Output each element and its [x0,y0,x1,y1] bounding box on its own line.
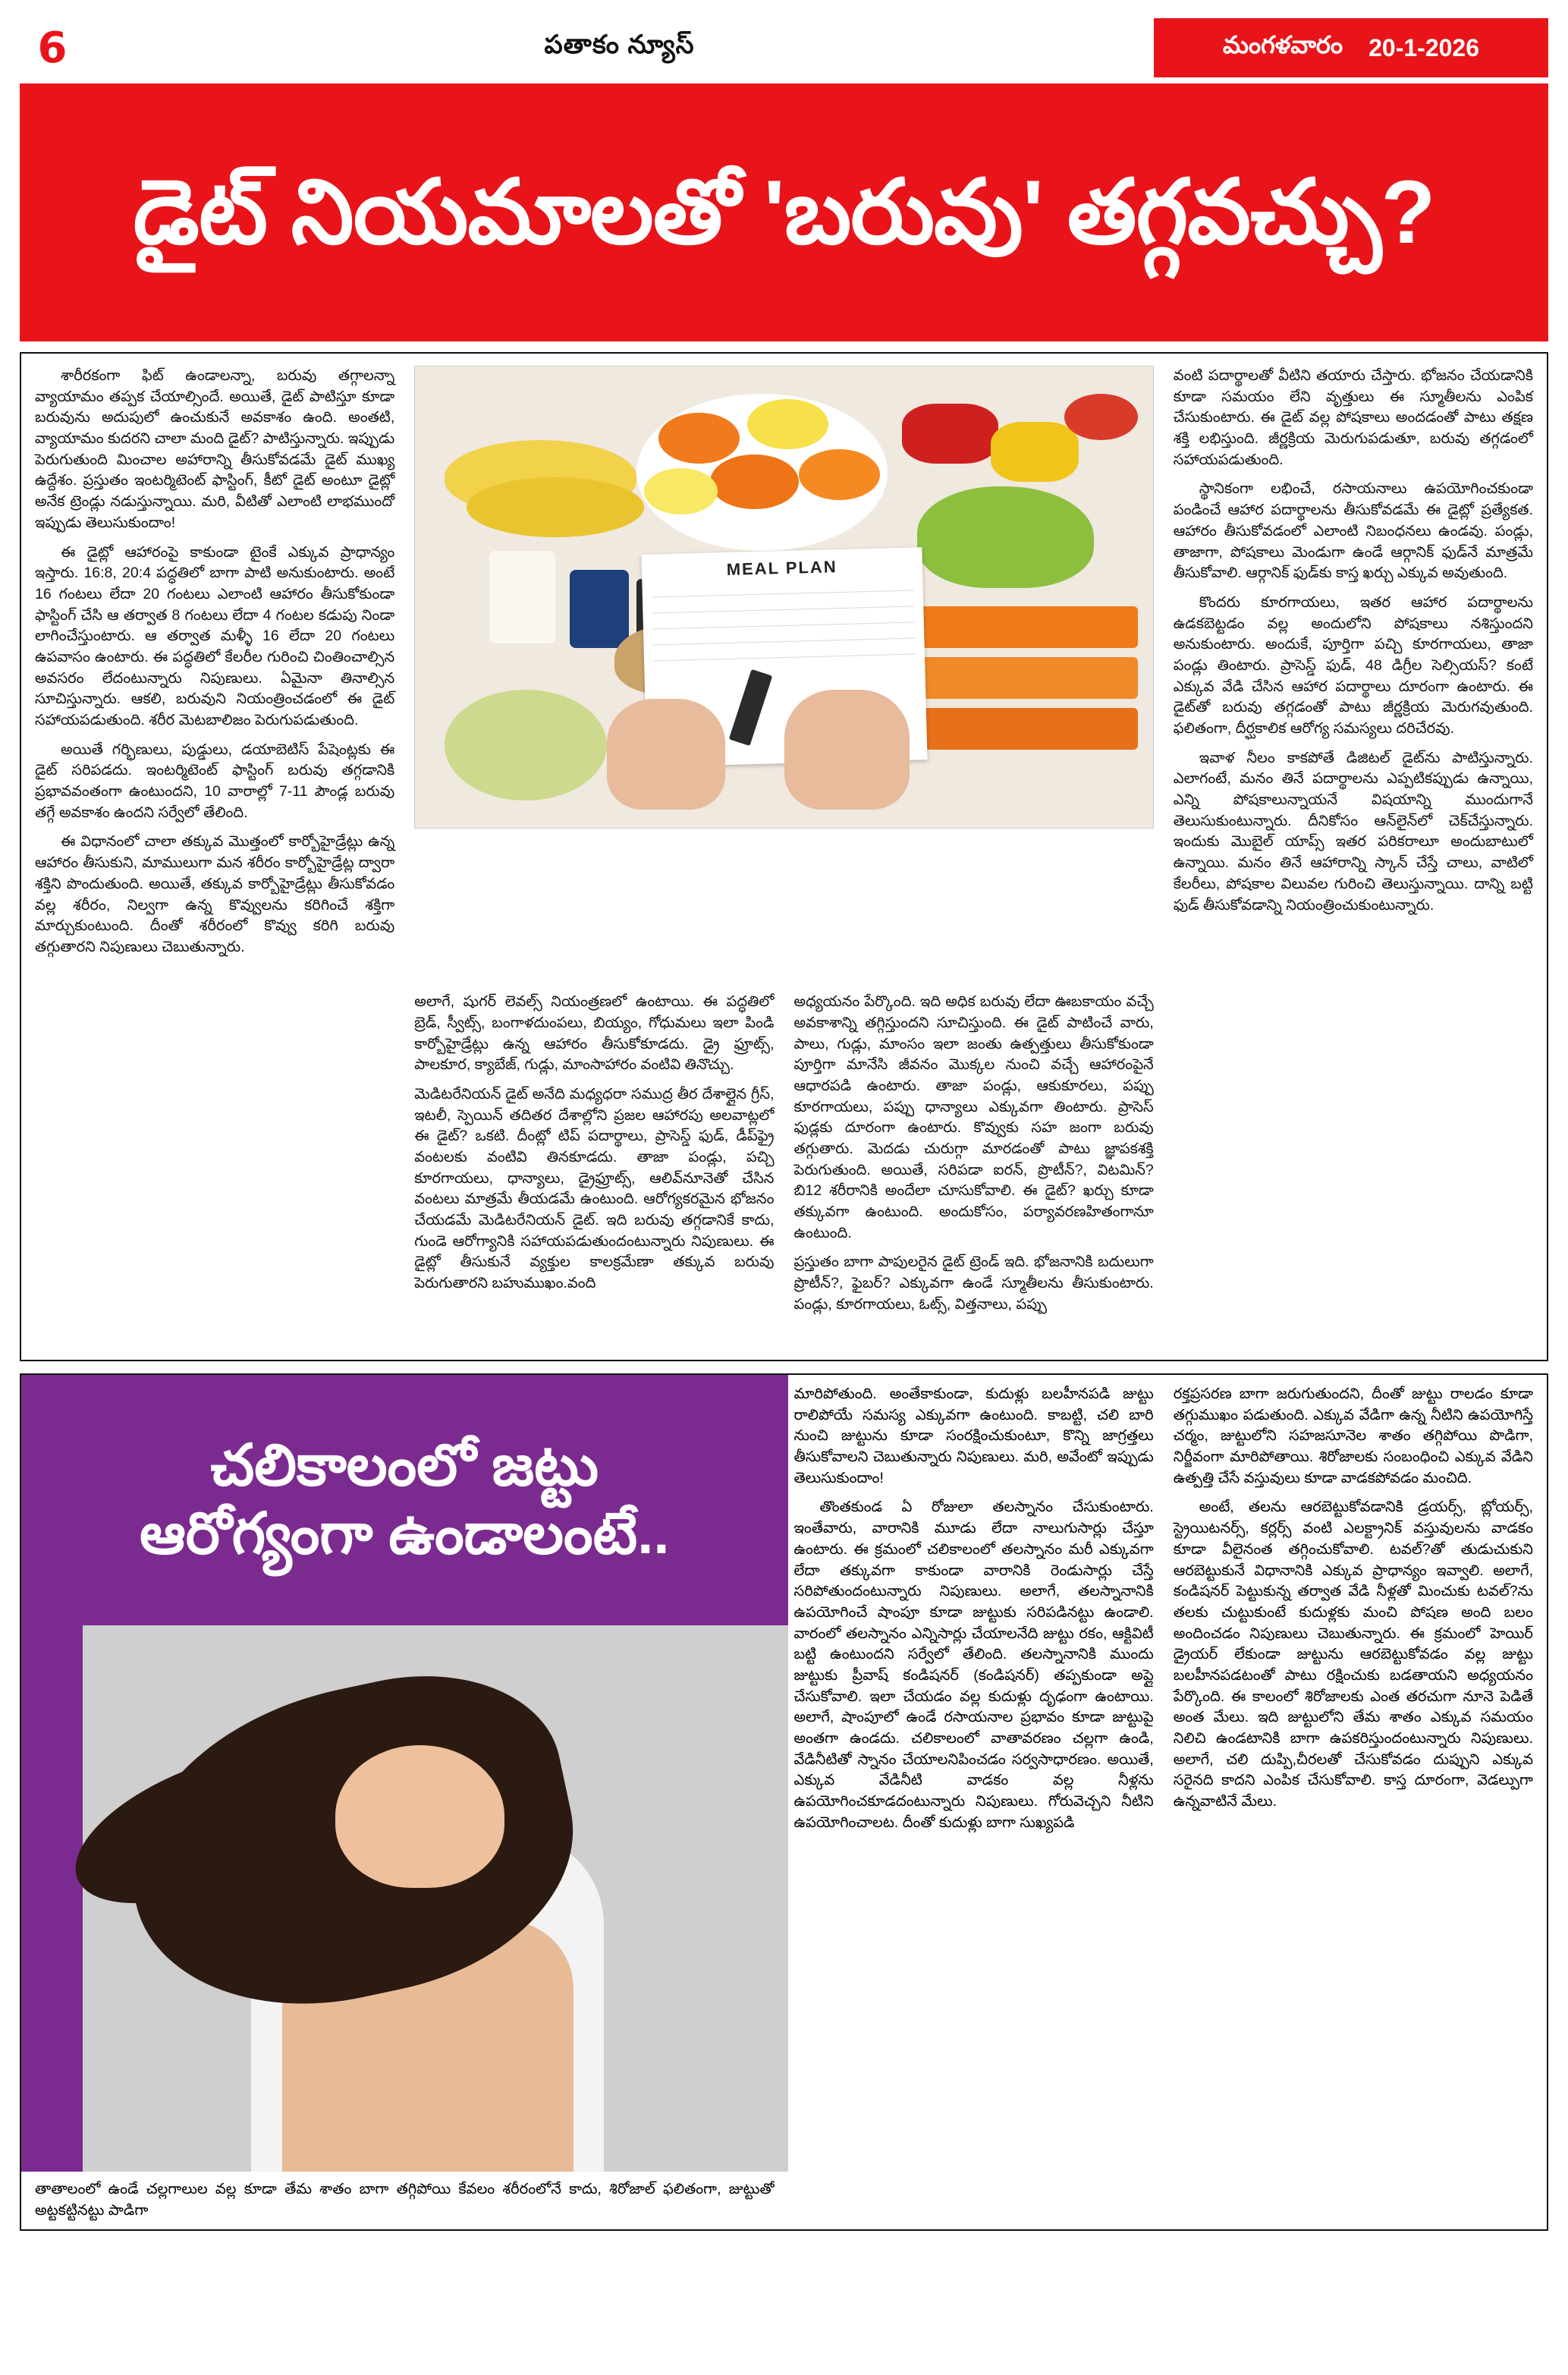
paragraph: అధ్యయనం పేర్కొంది. ఇది అధిక బరువు లేదా ఊబకాయం వచ్చే అవకాశాన్ని తగ్గిస్తుందని సూచిస్తుంది. ఈ డైట్ పాటించే వారు, పాలు, గుడ్లు, మాంసం ఇలా జంతు ఉత్పత్తులు తీసుకోకుండా పూర్తిగా మానేసి జీవనం మొక్కల నుంచి వచ్చే ఆహారంపైనే ఆధారపడి ఉంటారు. తాజా పండ్లు, ఆకుకూరలు, పప్పు కూరగాయలు, పప్పు ధాన్యాలు ఎక్కువగా తింటారు. ప్రాసెస్ ఫుడ్లకు దూరంగా ఉంటారు. కొవ్వుకు సహ జంగా బరువు తగ్గుతారు. మెదడు చురుగ్గా మారడంతో పాటు జ్ఞాపకశక్తి పెరుగుతుంది. అయితే, సరిపడా ఐరన్, ప్రొటీన్?, విటమిన్? బి12 శరీరానికి అందేలా చూసుకోవాలి. ఈ డైట్? ఖర్చు కూడా తక్కువగా ఉంటుంది. అందుకోసం, పర్యావరణహితంగానూ ఉంటుంది. [793,993,1154,1241]
page-number: 6 [37,23,68,73]
paragraph: తొంతకుండ ఏ రోజులా తలస్నానం చేసుకుంటారు. ఇంతేవారు, వారానికి మూడు లేదా నాలుగుసార్లు చేస్తూ ఉంటారు. ఈ క్రమంలో చలికాలంలో తలస్నానం మరీ ఎక్కువగా లేదా తక్కువగా కాకుండా వారానికి రెండుసార్లు చేస్తే సరిపోతుందంటున్నారు నిపుణులు. అలాగే, తలస్నానానికి ఉపయోగించే షాంపూ కూడా జుట్టుకు సరిపడినట్టు ఉండాలి. వారంలో తలస్నానం ఎన్నిసార్లు చేయాలనేది జుట్టు రకం, ఆక్టివిటీ బట్టి ఉంటుందని సర్వేలో తేలింది. తలస్నానానికి ముందు జుట్టుకు ప్రీవాష్ కండిషనర్ (కండిషనర్) తప్పకుండా అప్లై చేసుకోవాలి. ఇలా చేయడం వల్ల కుదుళ్లు దృఢంగా ఉంటాయి. అలాగే, షాంపూలో ఉండే రసాయనాల ప్రభావం కూడా జుట్టుపై అంతగా ఉండదు. చలికాలంలో వాతావరణం చల్లగా ఉండి, వేడినీటితో స్నానం చేయాలనిపించడం సర్వసాధారణం. అయితే, ఎక్కువ వేడినీటి వాడకం వల్ల నీళ్లను ఉపయోగించకూడదంటున్నారు నిపుణులు. గోరువెచ్చని నీటిని ఉపయోగించాలట. దీంతో కుదుళ్లు బాగా సుఖ్యపడి [793,1499,1154,1831]
paragraph: అలాగే, షుగర్ లెవల్స్ నియంత్రణలో ఉంటాయి. ఈ పద్ధతిలో బ్రెడ్, స్వీట్స్, బంగాళదుంపలు, బియ్యం, గోధుమలు ఇలా పిండి కార్బోహైడ్రేట్లు ఉన్న ఆహారం తీసుకోకూడదు. డ్రై ఫ్రూట్స్, పాలకూర, క్యాబేజ్, గుడ్లు, మాంసాహారం వంటివి తినొచ్చు. [414,993,775,1074]
paragraph: కొందరు కూరగాయలు, ఇతర ఆహార పదార్థాలను ఉడకబెట్టడం వల్ల అందులోని పోషకాలు నశిస్తుందని అనుకుంటారు. అందుకే, పూర్తిగా పచ్చి కూరగాయలు, తాజా పండ్లు తింటారు. ప్రాసెస్డ్ ఫుడ్, 48 డిగ్రీల సెల్సియస్? కంటే ఎక్కువ వేడి చేసిన ఆహార పదార్థాలు దూరంగా ఉంటారు. ఈ డైట్‌తో బరువు తగ్గడంతో పాటు జీర్ణక్రియ మెరుగవుతుంది. ఫలితంగా, దీర్ఘకాలిక ఆరోగ్య సమస్యలు దరిచేరవు. [1173,593,1533,737]
meal-plan-photo [414,366,1154,829]
paragraph: వంటి పదార్థాలతో వీటిని తయారు చేస్తారు. భోజనం చేయడానికి కూడా సమయం లేని వృత్తులు ఈ స్మూతీలను ఎంపిక చేసుకుంటారు. ఈ డైట్ వల్ల పోషకాలు అందడంతో పాటు తక్షణ శక్తి లభిస్తుంది. జీర్ణక్రియ మెరుగుపడుతూ, బరువు తగ్గడంలో సహాయపడుతుంది. [1173,367,1533,468]
publication-title: పతాకం న్యూస్ [544,30,695,59]
article-diet [20,352,1548,1361]
main-headline: డైట్ నియమాలతో 'బరువు' తగ్గవచ్చు? [133,162,1435,263]
paragraph: మారిపోతుంది. అంతేకాకుండా, కుదుళ్లు బలహీనపడి జుట్టు రాలిపోయే సమస్య ఎక్కువగా ఉంటుంది. కాబట్టి, చలి బారి నుంచి జుట్టును కూడా సంరక్షించుకుంటూ, కొన్ని జాగ్రత్తలు తీసుకోవాలని చెబుతున్నారు నిపుణులు. మరి, అవేంటో ఇప్పుడు తెలుసుకుందాం! [793,1386,1154,1486]
paragraph: ఈ విధానంలో చాలా తక్కువ మొత్తంలో కార్బోహైడ్రేట్లు ఉన్న ఆహారం తీసుకుని, మాములుగా మన శరీరం కార్బోహైడ్రేట్ల ద్వారా శక్తిని పొందుతుంది. అయితే, తక్కువ కార్బోహైడ్రేట్లు తీసుకోవడం వల్ల శరీరం, నిల్వగా ఉన్న కొవ్వులను కరిగించే శక్తిగా మార్చుకుంటుంది. దీంతో శరీరంలో కొవ్వు కరిగి బరువు తగ్గుతారని నిపుణులు చెబుతున్నారు. [35,833,395,955]
paragraph: స్థానికంగా లభించే, రసాయనాలు ఉపయోగించకుండా పండించే ఆహార పదార్థాలను తీసుకోవడమే ఈ డైట్లో ప్రత్యేకత. ఆహారం తీసుకోవడంలో ఎలాంటి నిబంధనలు ఉండవు. పండ్లు, తాజాగా, పోషకాలు మెండుగా ఉండే ఆర్గానిక్ ఫుడ్‌నే మాత్రమే తీసుకోవాలి. ఆర్గానిక్ ఫుడ్‌కు కాస్త ఖర్చు ఎక్కువ అవుతుంది. [1173,480,1533,582]
woman-hair-photo [21,1625,788,2172]
weekday-label: మంగళవారం [1222,30,1343,58]
article-diet-column-1 [35,366,394,992]
paragraph: ఈ డైట్లో ఆహారంపై కాకుండా టైంకే ఎక్కువ ప్రాధాన్యం ఇస్తారు. 16:8, 20:4 పద్ధతిలో బాగా పాటి అనుకుంటారు. అంటే 16 గంటలు లేదా 20 గంటలు ఎలాంటి ఆహారం తీసుకోకుండా ఫాస్టింగ్ చేసి ఆ తర్వాత 8 గంటలు లేదా 4 గంటల కడుపు నిండా లాగించేస్తుంటారు. ఆ తర్వాత మళ్ళీ 16 లేదా 20 గంటలు ఉపవాసం ఉంటారు. ఈ పద్ధతిలో కేలరీల గురించి చింతించాల్సిన అవసరం లేదంటున్నారు నిపుణులు. ఏమైనా తినాల్సిన సూచిస్తున్నారు. ఆకలి, బరువుని నియంత్రించడంలో ఈ డైట్ సహాయపడుతుంది. శరీర మెటబాలిజం పెరుగుపడుతుంది. [35,543,395,728]
paragraph: రక్తప్రసరణ బాగా జరుగుతుందని, దీంతో జుట్టు రాలడం కూడా తగ్గుముఖం పడుతుంది. ఎక్కువ వేడిగా ఉన్న నీటిని ఉపయోగిస్తే చర్మం, జుట్టులోని సహజసూనెల శాతం తగ్గిపోయి పొడిగా, నిర్జీవంగా మారిపోతాయి. శిరోజాలకు సంబంధించి ఎక్కువ వేడిని ఉత్పత్తి చేసే వస్తువులు కూడా వాడకపోవడం మంచిది. [1173,1386,1533,1486]
article-diet-column-3 [794,992,1154,1349]
paragraph: అంటే, తలను ఆరబెట్టుకోవడానికి డ్రయర్స్, బ్లోయర్స్, స్ట్రెయిటనర్స్, కర్లర్స్ వంటి ఎలక్ట్రానిక్ వస్తువులను వాడకం కూడా వీలైనంత తగ్గించుకోవాలి. టవల్?తో తుడుచుకుని ఆరబెట్టుకునే విధానానికి ఎక్కువ ప్రాధాన్యం ఇవ్వాలి. అలాగే, కండిషనర్ పెట్టుకున్న తర్వాత వేడి నీళ్లతో మించుకు టవల్?ను తలకు చుట్టుకుంటే కుదుళ్లకు మంచి పోషణ అంది బలం అందించడం నిపుణులు చెబుతున్నారు. ఈ క్రమంలో హెయిర్ డ్రైయర్ లేకుండా జుట్టును ఆరబెట్టుకోవడం వల్ల జుట్టు బలహీనపడటంతో పాటు రక్షించుకు బడతాయని అధ్యయనం పేర్కొంది. ఈ కాలంలో శిరోజాలకు ఎంత తరచుగా నూనె పెడితే అంత మేలు. ఇది జుట్టులోని తేమ శాతం ఎక్కువ సమయం నిలిచి ఉండటానికి బాగా ఉపకరిస్తుందంటున్నారు నిపుణులు. అలాగే, చలి దుప్పి,చీరలతో చేసుకోవడం దుప్పుని ఎక్కువ సరైనది కాదని ఎంపిక చేసుకోవాలి. కాస్త దూరంగా, వెడల్పుగా ఉన్నవాటినే మేలు. [1173,1499,1533,1810]
paragraph: మెడిటరేనియన్ డైట్ అనేది మధ్యధరా సముద్ర తీర దేశాల్లైన గ్రీస్, ఇటలీ, స్పెయిన్ తదితర దేశాల్లోని ప్రజల ఆహారపు అలవాట్లలో ఈ డైట్? ఒకటి. దీంట్లో టిప్ పదార్థాలు, ప్రాసెస్డ్ ఫుడ్, డీప్‌ఫ్రై వంటలకు వంటివి తినకూడదు. తాజా పండ్లు, పచ్చి కూరగాయలు, ధాన్యాలు, డ్రైఫ్రూట్స్, ఆలివ్‌నూనెతో చేసిన వంటలు మాత్రమే తీయడమే ఉంటుంది. ఆరోగ్యకరమైన భోజనం చేయడమే మెడిటరేనియన్ డైట్. ఇది బరువు తగ్గడానికే కాదు, గుండె ఆరోగ్యానికి సహాయపడుతుందంటున్నారు నిపుణులు. ఈ డైట్లో తీసుకునే వ్యక్తుల కాలక్రమేణా తక్కువ బరువు పెరుగుతారని బహుముఖం.వంది [414,1085,775,1292]
article-hair [20,1373,1548,2231]
photo-caption: తాతాలంలో ఉండే చల్లగాలుల వల్ల కూడా తేమ శాతం బాగా తగ్గిపోయి కేవలం శరీరంలోనే కాదు, శిరోజాల్ ఫలితంగా, జుట్టుతో అట్టకట్టినట్టు పాడిగా [35,2181,775,2219]
paragraph: ఇవాళ నీలం కాకపోతే డిజిటల్ డైట్‌ను పాటిస్తున్నారు. ఎలాగంటే, మనం తినే పదార్థాలను ఎప్పటికప్పుడు ఉన్నాయి, ఎన్ని పోషకాలున్నాయనే విషయాన్ని ముందుగానే తెలుసుకుంటున్నారు. దీనికోసం ఆన్‌లైన్‌లో చెక్‌చేస్తున్నారు. ఇందుకు మొబైల్ యాప్స్ ఇతర పరికరాలూ అందుబాటులో ఉన్నాయి. మనం తినే ఆహారాన్ని స్కాన్ చేస్తే చాలు, వాటిలో కేలరీలు, పోషకాల విలువల గురించి తెలుస్తున్నాయి. దాన్ని బట్టి ఫుడ్ తీసుకోవడాన్ని నియంత్రించుకుంటున్నారు. [1173,749,1533,914]
hair-headline-banner [21,1375,788,1625]
hair-headline-line1: చలికాలంలో జట్టు [210,1433,599,1499]
date-label: 20-1-2026 [1368,33,1479,61]
paragraph: అయితే గర్భిణులు, పుడ్డులు, డయాబెటిస్ పేషెంట్లకు ఈ డైట్ సరిపడదు. ఇంటర్మిటెంట్ ఫాస్టింగ్ బరువు తగ్గడానికి ప్రభావవంతంగా ఉంటుందని, 10 వారాల్లో 7-11 పౌండ్ల బరువు తగ్గే అవకాశం ఉందని సర్వేలో తేలింది. [35,741,395,821]
meal-plan-title: MEAL PLAN [726,557,837,580]
article-diet-column-4 [1174,366,1533,1349]
article-hair-left [35,1375,775,2221]
hair-headline-line2: ఆరోగ్యంగా ఉండాలంటే.. [140,1502,670,1566]
article-hair-column-3 [794,1375,1154,2221]
article-diet-column-2 [414,992,774,1349]
masthead [20,18,1548,77]
paragraph: శారీరకంగా ఫిట్ ఉండాలన్నా, బరువు తగ్గాలన్నా వ్యాయామం తప్పక చేయాల్సిందే. అయితే, డైట్ పాటిస్తూ కూడా బరువును అదుపులో ఉంచుకునే అవకాశం ఉంది. అంతటి, వ్యాయామం కుదరని చాలా మంది డైట్? పాటిస్తున్నారు. ఇప్పుడు పెరుగుతుంది మించాల అహారాన్ని తీసుకోవడమే డైట్ ముఖ్య ఉద్దేశం. ప్రస్తుతం ఇంటర్మిటెంట్ ఫాస్టింగ్, కీటో డైట్ అంటూ డైట్లో అనేక ట్రెండ్లు నడుస్తున్నాయి. మరి, వీటితో ఎలాంటి లాభముందో ఇప్పుడు తెలుసుకుందాం! [35,367,395,531]
hair-headline [140,1432,669,1568]
article-hair-column-4 [1174,1375,1533,2221]
paragraph: ప్రస్తుతం బాగా పాపులరైన డైట్ ట్రెండ్ ఇది. భోజనానికి బదులుగా ప్రొటీన్?, ఫైబర్? ఎక్కువగా ఉండే స్మూతీలను తీసుకుంటారు. పండ్లు, కూరగాయలు, ఓట్స్, విత్తనాలు, పప్పు [793,1254,1154,1313]
headline-banner [20,83,1548,341]
date-block [1154,18,1548,77]
